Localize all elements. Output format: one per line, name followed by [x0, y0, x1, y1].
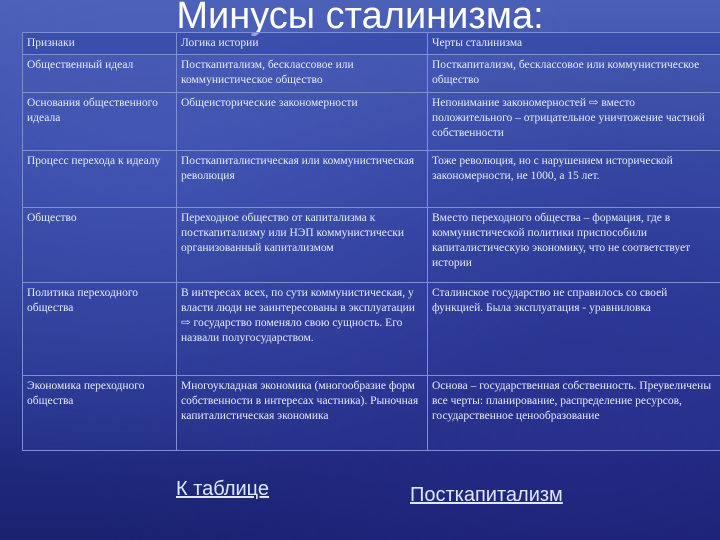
header-cell-features: Признаки	[23, 33, 177, 55]
header-cell-stalinism-traits: Черты сталинизма	[428, 33, 720, 55]
table-row	[23, 376, 720, 451]
history-logic-cell: Посткапиталистическая или коммунистическая революция	[177, 151, 428, 208]
table-row	[23, 151, 720, 208]
row-label: Экономика переходного общества	[23, 376, 177, 451]
row-label: Политика переходного общества	[23, 283, 177, 376]
page-title: Минусы сталинизма:	[176, 0, 544, 37]
row-label: Общественный идеал	[23, 55, 177, 93]
history-logic-cell: В интересах всех, по сути коммунистическая, у власти люди не заинтересованы в эксплуатации ⇨ государство поменяло свою сущность. Его назвали полугосударством.	[177, 283, 428, 376]
history-logic-cell: Многоукладная экономика (многообразие форм собственности в интересах частника). Рыночная капиталистическая экономика	[177, 376, 428, 451]
stalinism-trait-cell: Тоже революция, но с нарушением исторической закономерности, не 1000, а 15 лет.	[428, 151, 720, 208]
to-table-link[interactable]: К таблице	[176, 478, 270, 500]
history-logic-cell: Общеисторические закономерности	[177, 93, 428, 151]
comparison-table	[22, 32, 720, 451]
stalinism-trait-cell: Непонимание закономерностей ⇨ вместо положительного – отрицательное уничтожение частной собственности	[428, 93, 720, 151]
navigation-links	[0, 476, 720, 516]
table-row	[23, 283, 720, 376]
table-row	[23, 55, 720, 93]
table-row	[23, 208, 720, 283]
history-logic-cell: Переходное общество от капитализма к посткапитализму или НЭП коммунистически организованный капитализмом	[177, 208, 428, 283]
postcapitalism-link[interactable]: Посткапитализм	[410, 484, 563, 506]
stalinism-trait-cell: Сталинское государство не справилось со своей функцией. Была эксплуатация - уравниловка	[428, 283, 720, 376]
table-row	[23, 93, 720, 151]
row-label: Процесс перехода к идеалу	[23, 151, 177, 208]
stalinism-trait-cell: Посткапитализм, бесклассовое или коммунистическое общество	[428, 55, 720, 93]
stalinism-trait-cell: Основа – государственная собственность. Преувеличены все черты: планирование, распределение ресурсов, государственное ценообразование	[428, 376, 720, 451]
row-label: Основания общественного идеала	[23, 93, 177, 151]
header-cell-history-logic: Логика истории	[177, 33, 428, 55]
stalinism-trait-cell: Вместо переходного общества – формация, где в коммунистической политики приспособили капиталистическую экономику, что не соответствует истории	[428, 208, 720, 283]
row-label: Общество	[23, 208, 177, 283]
history-logic-cell: Посткапитализм, бесклассовое или коммунистическое общество	[177, 55, 428, 93]
table-header-row	[23, 33, 720, 55]
